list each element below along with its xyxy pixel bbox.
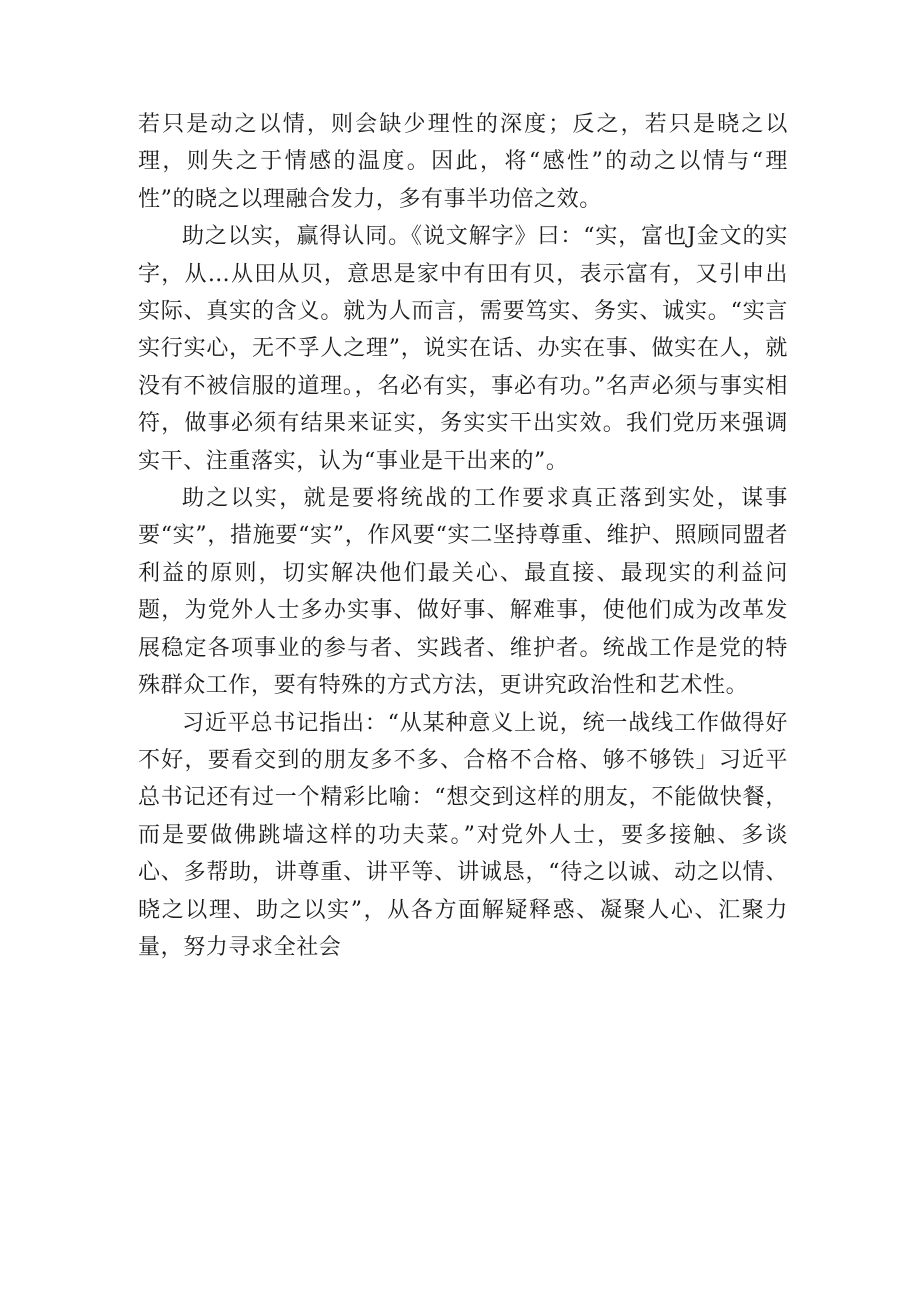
document-body	[138, 106, 788, 966]
paragraph-continuation: 若只是动之以情，则会缺少理性的深度；反之，若只是晓之以理，则失之于情感的温度。因此，将“感性”的动之以情与“理性”的晓之以理融合发力，多有事半功倍之效。	[138, 112, 788, 212]
paragraph-united-front-work: 助之以实，就是要将统战的工作要求真正落到实处，谋事要“实”，措施要“实”，作风要“实二坚持尊重、维护、照顾同盟者利益的原则，切实解决他们最关心、最直接、最现实的利益问题，为党外人士多办实事、做好事、解难事，使他们成为改革发展稳定各项事业的参与者、实践者、维护者。统战工作是党的特殊群众工作，要有特殊的方式方法，更讲究政治性和艺术性。	[138, 486, 788, 699]
paragraph-help-with-substance: 助之以实，赢得认同。《说文解字》曰：“实，富也J金文的实字，从…从田从贝，意思是家中有田有贝，表示富有，又引申出实际、真实的含义。就为人而言，需要笃实、务实、诚实。“实言实行实心，无不孚人之理”，说实在话、办实在事、做实在人，就没有不被信服的道理。，名必有实，事必有功。”名声必须与事实相符，做事必须有结果来证实，务实实干出实效。我们党历来强调实干、注重落实，认为“事业是干出来的”。	[138, 224, 788, 474]
paragraph-xi-quote: 习近平总书记指出：“从某种意义上说，统一战线工作做得好不好，要看交到的朋友多不多、合格不合格、够不够铁」习近平总书记还有过一个精彩比喻：“想交到这样的朋友，不能做快餐，而是要做佛跳墙这样的功夫菜。”对党外人士，要多接触、多谈心、多帮助，讲尊重、讲平等、讲诚恳，“待之以诚、动之以情、晓之以理、助之以实”，从各方面解疑释惑、凝聚人心、汇聚力量，努力寻求全社会	[138, 710, 788, 960]
